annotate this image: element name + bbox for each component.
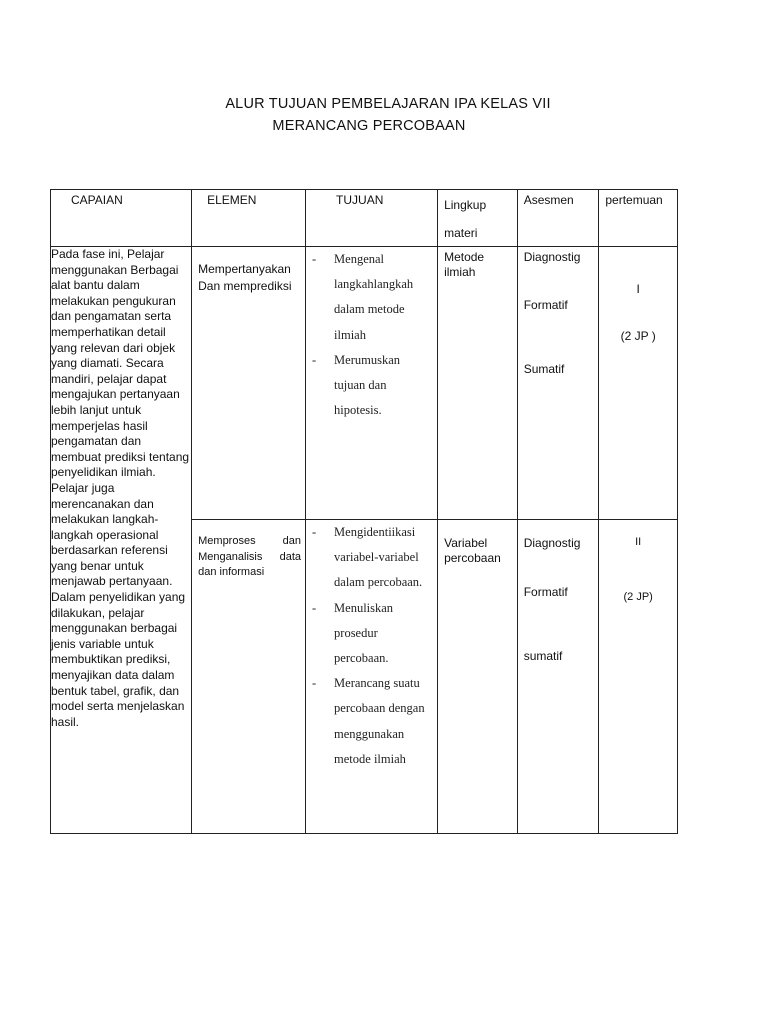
list-item: - Mengidentiikasi variabel-variabel dalam percobaan. xyxy=(306,520,433,596)
header-asesmen: Asesmen xyxy=(517,190,599,247)
lingkup-cell: Variabel percobaan xyxy=(438,520,518,834)
list-item: - Menuliskan prosedur percobaan. xyxy=(306,596,433,672)
list-item: - Mengenal langkahlangkah dalam metode ilmiah xyxy=(306,247,433,348)
pertemuan-cell xyxy=(599,247,678,520)
header-tujuan: TUJUAN xyxy=(306,190,438,247)
asesmen-cell xyxy=(517,520,599,834)
asesmen-item: Formatif xyxy=(523,298,568,312)
jp-label: (2 JP ) xyxy=(620,329,656,343)
document-title: ALUR TUJUAN PEMBELAJARAN IPA KELAS VII xyxy=(225,96,551,112)
asesmen-item: Diagnostig xyxy=(523,250,581,264)
pertemuan-number: II xyxy=(635,536,642,548)
lingkup-cell: Metode ilmiah xyxy=(438,247,518,520)
elemen-cell: Mempertanyakan Dan memprediksi xyxy=(192,247,306,520)
asesmen-item: Diagnostig xyxy=(523,536,581,550)
table-header-row xyxy=(51,190,678,247)
list-item: - Merumuskan tujuan dan hipotesis. xyxy=(306,348,433,424)
table-row xyxy=(51,247,678,520)
document-subtitle: MERANCANG PERCOBAAN xyxy=(272,118,466,134)
asesmen-item: sumatif xyxy=(523,649,563,663)
tujuan-cell xyxy=(306,520,438,834)
header-pertemuan: pertemuan xyxy=(599,190,678,247)
asesmen-cell xyxy=(517,247,599,520)
tujuan-cell xyxy=(306,247,438,520)
capaian-cell: Pada fase ini, Pelajar menggunakan Berbagai alat bantu dalam melakukan pengukuran dan pengamatan serta memperhatikan detail yang relevan dari objek yang diamati. Secara mandiri, pelajar dapat mengajukan pertanyaan lebih lanjut untuk memperjelas hasil pengamatan dan membuat prediksi tentang penyelidikan ilmiah. Pelajar juga merencanakan dan melakukan langkah-langkah operasional berdasarkan referensi yang benar untuk menjawab pertanyaan. Dalam penyelidikan yang dilakukan, pelajar menggunakan berbagai jenis variable untuk membuktikan prediksi, menyajikan data dalam bentuk tabel, grafik, dan model serta menjelaskan hasil. xyxy=(51,247,192,834)
jp-label: (2 JP) xyxy=(623,591,653,603)
header-capaian: CAPAIAN xyxy=(51,190,192,247)
pertemuan-cell xyxy=(599,520,678,834)
header-lingkup-materi: Lingkup materi xyxy=(438,190,518,247)
header-elemen: ELEMEN xyxy=(192,190,306,247)
learning-objectives-table xyxy=(50,189,678,834)
asesmen-item: Formatif xyxy=(523,585,568,599)
list-item: - Merancang suatu percobaan dengan menggunakan metode ilmiah xyxy=(306,671,433,772)
pertemuan-number: I xyxy=(636,282,640,296)
asesmen-item: Sumatif xyxy=(523,362,565,376)
elemen-cell: Memproses dan Menganalisis data dan informasi xyxy=(192,520,306,834)
